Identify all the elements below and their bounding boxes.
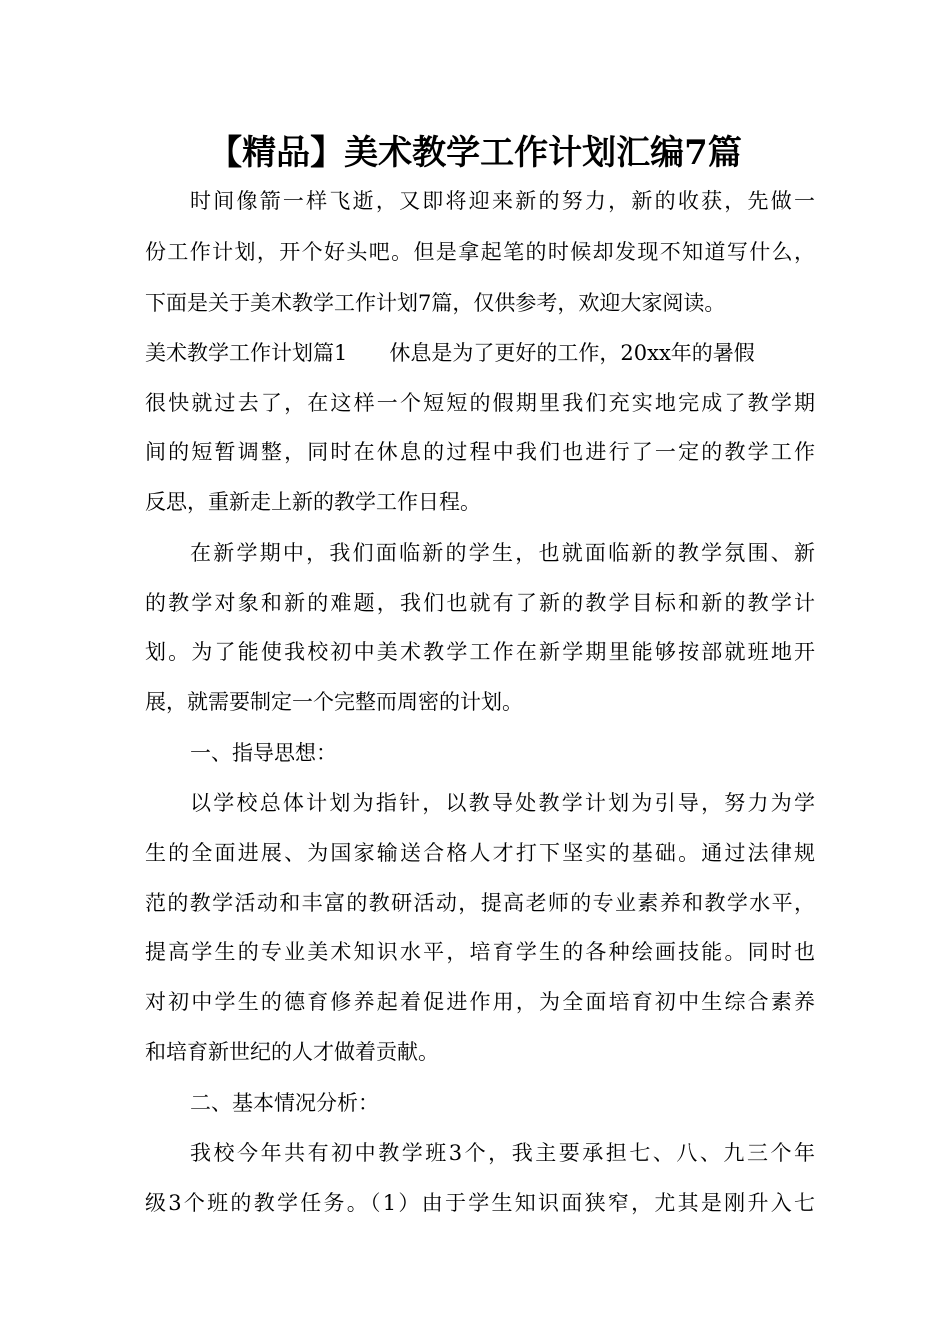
para4-line-2: 级3个班的教学任务。（1）由于学生知识面狭窄，尤其是刚升入七 bbox=[145, 1191, 815, 1215]
heading-situation-analysis: 二、基本情况分析： bbox=[190, 1091, 379, 1115]
intro-line-1: 时间像箭一样飞逝，又即将迎来新的努力，新的收获，先做一 bbox=[190, 189, 815, 213]
para3-line-6: 和培育新世纪的人才做着贡献。 bbox=[145, 1040, 439, 1064]
heading-guiding-thought: 一、指导思想： bbox=[190, 741, 337, 765]
section1-line-4: 反思，重新走上新的教学工作日程。 bbox=[145, 490, 481, 514]
para2-line-4: 展，就需要制定一个完整而周密的计划。 bbox=[145, 690, 523, 714]
para4-line-1: 我校今年共有初中教学班3个，我主要承担七、八、九三个年 bbox=[190, 1141, 815, 1165]
para3-line-5: 对初中学生的德育修养起着促进作用，为全面培育初中生综合素养 bbox=[145, 990, 815, 1014]
section1-first-text: 休息是为了更好的工作，20xx年的暑假 bbox=[389, 341, 755, 365]
section1-first-line bbox=[145, 338, 815, 368]
para2-line-1: 在新学期中，我们面临新的学生，也就面临新的教学氛围、新 bbox=[190, 541, 815, 565]
intro-line-3: 下面是关于美术教学工作计划7篇，仅供参考，欢迎大家阅读。 bbox=[145, 291, 726, 315]
intro-line-2: 份工作计划，开个好头吧。但是拿起笔的时候却发现不知道写什么， bbox=[145, 240, 815, 264]
para2-line-2: 的教学对象和新的难题，我们也就有了新的教学目标和新的教学计 bbox=[145, 591, 815, 615]
para3-line-1: 以学校总体计划为指针，以教导处教学计划为引导，努力为学 bbox=[190, 791, 815, 815]
section1-line-3: 间的短暂调整，同时在休息的过程中我们也进行了一定的教学工作 bbox=[145, 440, 815, 464]
section1-heading: 美术教学工作计划篇1 bbox=[145, 341, 348, 365]
para3-line-4: 提高学生的专业美术知识水平，培育学生的各种绘画技能。同时也 bbox=[145, 940, 815, 964]
para3-line-3: 范的教学活动和丰富的教研活动，提高老师的专业素养和教学水平， bbox=[145, 891, 815, 915]
section1-line-2: 很快就过去了，在这样一个短短的假期里我们充实地完成了教学期 bbox=[145, 391, 815, 415]
para2-line-3: 划。为了能使我校初中美术教学工作在新学期里能够按部就班地开 bbox=[145, 640, 815, 664]
document-title: 【精品】美术教学工作计划汇编7篇 bbox=[208, 133, 742, 173]
para3-line-2: 生的全面进展、为国家输送合格人才打下坚实的基础。通过法律规 bbox=[145, 841, 815, 865]
